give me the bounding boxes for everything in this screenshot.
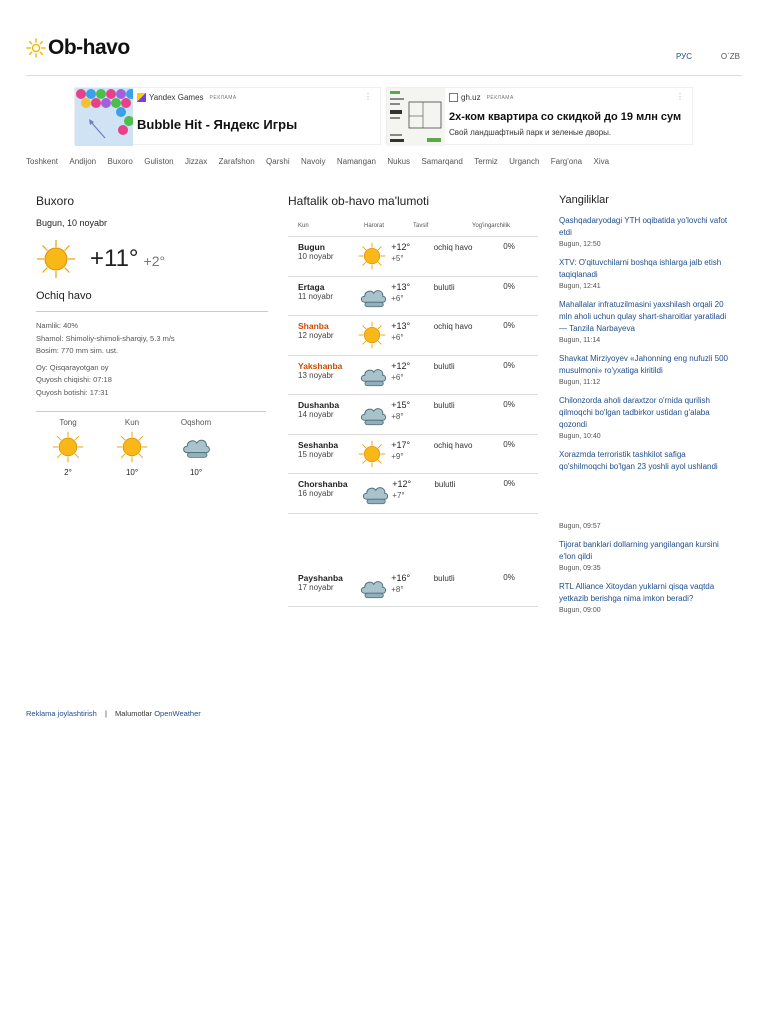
news-headline[interactable]: Tijorat banklari dollarning yangilangan kursini e'lon qildi bbox=[559, 540, 719, 561]
sun-icon bbox=[116, 431, 148, 463]
day-date: 12 noyabr bbox=[298, 331, 334, 340]
source-link[interactable]: OpenWeather bbox=[154, 709, 201, 718]
forecast-temp bbox=[389, 361, 434, 395]
night-temp: +7° bbox=[392, 491, 405, 500]
forecast-temp bbox=[389, 242, 434, 276]
city-link[interactable]: Termiz bbox=[474, 157, 498, 166]
day-date: 13 noyabr bbox=[298, 370, 334, 380]
day-date: 15 noyabr bbox=[298, 449, 334, 459]
ghuz-logo-icon bbox=[449, 93, 458, 102]
news-time: Bugun, 11:12 bbox=[559, 379, 601, 386]
news-item[interactable] bbox=[559, 215, 733, 248]
forecast-desc: bulutli bbox=[433, 361, 455, 371]
source-prefix: Malumotlar bbox=[115, 709, 153, 718]
city-link[interactable]: Qarshi bbox=[266, 157, 290, 166]
city-link[interactable]: Urganch bbox=[509, 157, 540, 166]
ad-source bbox=[137, 93, 237, 102]
ad-tag: РЕКЛАМА bbox=[486, 94, 514, 101]
forecast-rain: 0% bbox=[503, 479, 516, 488]
night-temp: +6° bbox=[391, 372, 404, 382]
news-item[interactable] bbox=[559, 581, 733, 614]
news-headline[interactable]: Shavkat Mirziyoyev «Jahonning eng nufuzli 500 musulmoni» ro'yxatiga kiritildi bbox=[559, 354, 728, 375]
weekly-title: Haftalik ob-havo ma'lumoti bbox=[288, 194, 430, 208]
city-title: Buxoro bbox=[36, 194, 75, 208]
sunset: Quyosh botishi: 17:31 bbox=[36, 387, 109, 397]
city-link[interactable]: Farg'ona bbox=[550, 157, 583, 166]
day-name: Yakshanba bbox=[298, 360, 343, 371]
forecast-row[interactable] bbox=[288, 435, 538, 475]
city-link[interactable]: Jizzax bbox=[185, 157, 208, 166]
day-date: 11 noyabr bbox=[298, 291, 333, 301]
forecast-day bbox=[288, 321, 346, 355]
forecast-row[interactable] bbox=[288, 277, 538, 317]
news-item[interactable] bbox=[559, 395, 733, 440]
forecast-rain: 0% bbox=[503, 572, 515, 582]
forecast-desc: bulutli bbox=[433, 282, 455, 292]
news-headline[interactable]: Chilonzorda aholi daraxtzor o'rnida qurilish qilmoqchi bo'lgan tadbirkor ustidan g'alaba qozondi bbox=[559, 396, 710, 429]
day-date: 10 noyabr bbox=[298, 252, 334, 261]
forecast-temp bbox=[389, 400, 434, 434]
current-description: Ochiq havo bbox=[36, 290, 268, 312]
day-date: 14 noyabr bbox=[298, 410, 334, 419]
news-item[interactable] bbox=[559, 539, 733, 572]
site-header bbox=[26, 36, 742, 76]
day-name: Shanba bbox=[298, 321, 329, 331]
news-headline[interactable]: XTV: O'qituvchilarni boshqa ishlarga jalb etish taqiqlanadi bbox=[559, 258, 722, 279]
day-name: Payshanba bbox=[298, 572, 343, 583]
current-temp: +11° bbox=[90, 245, 139, 272]
forecast-row[interactable] bbox=[288, 474, 538, 514]
forecast-rain: 0% bbox=[503, 400, 515, 409]
news-headline[interactable]: RTL Alliance Xitoydan yuklarni qisqa vaqtda yetkazib berishga nima imkon beradi? bbox=[559, 582, 715, 603]
night-temp: +5° bbox=[391, 254, 404, 263]
current-details bbox=[36, 320, 268, 399]
ad-banner-ghuz[interactable] bbox=[386, 87, 693, 145]
forecast-row[interactable] bbox=[288, 316, 538, 356]
night-temp: +9° bbox=[391, 451, 404, 461]
forecast-day bbox=[288, 440, 346, 474]
news-time: Bugun, 12:50 bbox=[559, 241, 601, 248]
cloud-icon bbox=[358, 573, 389, 601]
news-panel bbox=[559, 194, 733, 623]
logo-text: Ob-havo bbox=[48, 36, 130, 59]
ad-source bbox=[449, 93, 514, 102]
day-temp: +15° bbox=[391, 400, 411, 410]
site-logo[interactable] bbox=[26, 36, 130, 60]
day-temp: +13° bbox=[391, 321, 411, 331]
forecast-desc: bulutli bbox=[433, 573, 455, 583]
sun-icon bbox=[36, 239, 76, 279]
current-weather bbox=[36, 194, 268, 477]
forecast-rain: 0% bbox=[503, 281, 515, 291]
today-date: Bugun, 10 noyabr bbox=[36, 218, 108, 228]
city-link[interactable]: Zarafshon bbox=[218, 157, 255, 166]
daypart-label: Tong bbox=[59, 418, 77, 427]
news-item[interactable] bbox=[559, 299, 733, 344]
forecast-row[interactable] bbox=[288, 395, 538, 435]
forecast-rain: 0% bbox=[503, 321, 515, 330]
forecast-rain: 0% bbox=[503, 360, 515, 370]
pressure: Bosim: 770 mm sim. ust. bbox=[36, 346, 119, 355]
ad-menu-icon[interactable]: ⋮ bbox=[364, 92, 372, 101]
city-link[interactable]: Xiva bbox=[593, 157, 610, 166]
night-temp: +6° bbox=[391, 333, 404, 342]
news-time: Bugun, 09:00 bbox=[559, 607, 601, 614]
night-temp: +6° bbox=[391, 293, 404, 303]
day-temp: +16° bbox=[391, 572, 411, 583]
news-title: Yangiliklar bbox=[559, 194, 609, 206]
humidity: Namlik: 40% bbox=[36, 321, 79, 330]
news-list bbox=[559, 215, 733, 614]
lang-uz-link[interactable]: O`ZB bbox=[720, 52, 740, 61]
city-nav bbox=[26, 157, 620, 166]
footer-separator: | bbox=[104, 709, 107, 718]
daypart-value: 2° bbox=[64, 468, 72, 477]
news-headline[interactable]: Mahallalar infratuzilmasini yaxshilash orqali 20 mln aholi uchun qulay shart-sharoitlar yaratiladi — Tanzila Narbayeva bbox=[559, 300, 727, 333]
forecast-rain: 0% bbox=[503, 439, 515, 449]
ad-source-name: Yandex Games bbox=[149, 93, 204, 102]
news-time: Bugun, 10:40 bbox=[559, 433, 601, 440]
day-temp: +12° bbox=[391, 360, 411, 371]
weekly-table-header bbox=[288, 223, 538, 237]
city-link[interactable]: Andijon bbox=[69, 157, 97, 166]
day-date: 16 noyabr bbox=[298, 489, 334, 498]
day-name: Chorshanba bbox=[298, 479, 348, 489]
forecast-row[interactable] bbox=[288, 568, 538, 608]
current-night-temp: +2° bbox=[143, 253, 166, 269]
news-item[interactable] bbox=[559, 353, 733, 386]
forecast-temp bbox=[389, 573, 434, 607]
sun-icon bbox=[358, 321, 389, 349]
header-rain: Yog'ingarchilik bbox=[472, 223, 510, 229]
ad-title[interactable]: 2х-ком квартира со скидкой до 19 млн сум bbox=[449, 111, 682, 123]
city-link[interactable]: Namangan bbox=[336, 157, 376, 166]
city-link[interactable]: Navoiy bbox=[301, 157, 326, 166]
day-name: Dushanba bbox=[298, 400, 340, 410]
night-temp: +8° bbox=[391, 584, 404, 594]
daypart-evening bbox=[164, 418, 228, 477]
cloud-icon bbox=[358, 282, 389, 310]
sun-logo-icon bbox=[26, 38, 46, 58]
cloud-icon bbox=[358, 361, 389, 389]
daypart-label: Oqshom bbox=[180, 418, 212, 427]
forecast-rain: 0% bbox=[503, 242, 515, 251]
weekly-rows bbox=[288, 237, 538, 607]
ad-banner-yandex[interactable] bbox=[74, 87, 381, 145]
forecast-day bbox=[288, 479, 348, 513]
forecast-desc: ochiq havo bbox=[433, 440, 473, 450]
bubble-game-thumbnail bbox=[75, 88, 133, 146]
header-desc: Tavsif bbox=[413, 223, 429, 229]
sunrise: Quyosh chiqishi: 07:18 bbox=[36, 375, 112, 384]
cloud-icon bbox=[358, 400, 389, 428]
night-temp: +8° bbox=[391, 412, 404, 421]
ad-tag: РЕКЛАМА bbox=[209, 94, 237, 101]
daypart-morning bbox=[36, 418, 100, 477]
cloud-icon bbox=[180, 431, 212, 463]
wind: Shamol: Shimoliy-shimoli-sharqiy, 5.3 m/s bbox=[36, 333, 175, 343]
yandex-games-icon bbox=[137, 93, 146, 102]
forecast-temp bbox=[389, 440, 434, 474]
current-temp-row bbox=[36, 239, 268, 279]
forecast-temp bbox=[389, 282, 434, 316]
news-time: Bugun, 09:57 bbox=[559, 523, 601, 530]
day-temp: +12° bbox=[392, 479, 412, 489]
ad-title[interactable]: Bubble Hit - Яндекс Игры bbox=[137, 117, 298, 132]
day-name: Bugun bbox=[298, 242, 325, 252]
daypart-day bbox=[100, 418, 164, 477]
city-link[interactable]: Toshkent bbox=[26, 157, 59, 166]
forecast-desc: ochiq havo bbox=[433, 243, 473, 252]
day-temp: +12° bbox=[391, 242, 411, 252]
day-date: 17 noyabr bbox=[298, 582, 334, 592]
ads-link[interactable]: Reklama joylashtirish bbox=[26, 709, 97, 718]
dayparts bbox=[36, 411, 266, 477]
daypart-label: Kun bbox=[124, 418, 140, 427]
day-temp: +13° bbox=[391, 281, 411, 292]
forecast-row[interactable] bbox=[288, 237, 538, 277]
forecast-temp bbox=[390, 479, 434, 513]
header-day: Kun bbox=[298, 223, 309, 229]
apartment-plan-thumbnail bbox=[387, 88, 445, 146]
news-headline[interactable]: Qashqadaryodagi YTH oqibatida yo'lovchi vafot etdi bbox=[559, 216, 728, 237]
lang-ru-link[interactable]: РУС bbox=[675, 52, 692, 61]
forecast-row[interactable] bbox=[288, 356, 538, 396]
forecast-day bbox=[288, 573, 346, 607]
forecast-desc: bulutli bbox=[433, 401, 455, 410]
news-time: Bugun, 09:35 bbox=[559, 565, 601, 572]
city-link[interactable]: Guliston bbox=[144, 157, 174, 166]
cloud-icon bbox=[360, 479, 391, 507]
sun-icon bbox=[358, 242, 389, 270]
city-link[interactable]: Samarqand bbox=[421, 157, 463, 166]
forecast-day bbox=[288, 242, 346, 276]
daypart-value: 10° bbox=[125, 468, 139, 477]
forecast-day bbox=[288, 282, 346, 316]
header-temp: Harorat bbox=[363, 223, 384, 229]
day-name: Seshanba bbox=[298, 439, 339, 450]
ad-description: Свой ландшафтный парк и зеленые дворы. bbox=[449, 128, 612, 137]
news-time: Bugun, 12:41 bbox=[559, 283, 601, 290]
day-name: Ertaga bbox=[298, 281, 325, 292]
city-link[interactable]: Nukus bbox=[387, 157, 411, 166]
forecast-desc: ochiq havo bbox=[433, 322, 473, 331]
moon-phase: Oy: Qisqarayotgan oy bbox=[36, 362, 109, 372]
sun-icon bbox=[358, 440, 389, 468]
sun-icon bbox=[52, 431, 84, 463]
forecast-day bbox=[288, 361, 346, 395]
news-item[interactable] bbox=[559, 449, 733, 530]
ad-menu-icon[interactable]: ⋮ bbox=[676, 92, 684, 101]
day-temp: +17° bbox=[391, 439, 411, 450]
forecast-day bbox=[288, 400, 346, 434]
ad-source-name: gh.uz bbox=[461, 93, 481, 102]
news-time: Bugun, 11:14 bbox=[559, 337, 601, 344]
footer bbox=[26, 709, 201, 718]
news-headline[interactable]: Xorazmda terroristik tashkilot safiga qo'shilmoqchi bo'lgan 23 yoshli ayol ushlandi bbox=[559, 450, 718, 471]
weekly-forecast bbox=[288, 194, 538, 607]
forecast-temp bbox=[389, 321, 434, 355]
forecast-desc: bulutli bbox=[434, 480, 456, 489]
city-link[interactable]: Buxoro bbox=[107, 157, 133, 166]
daypart-value: 10° bbox=[189, 468, 203, 477]
news-item[interactable] bbox=[559, 257, 733, 290]
